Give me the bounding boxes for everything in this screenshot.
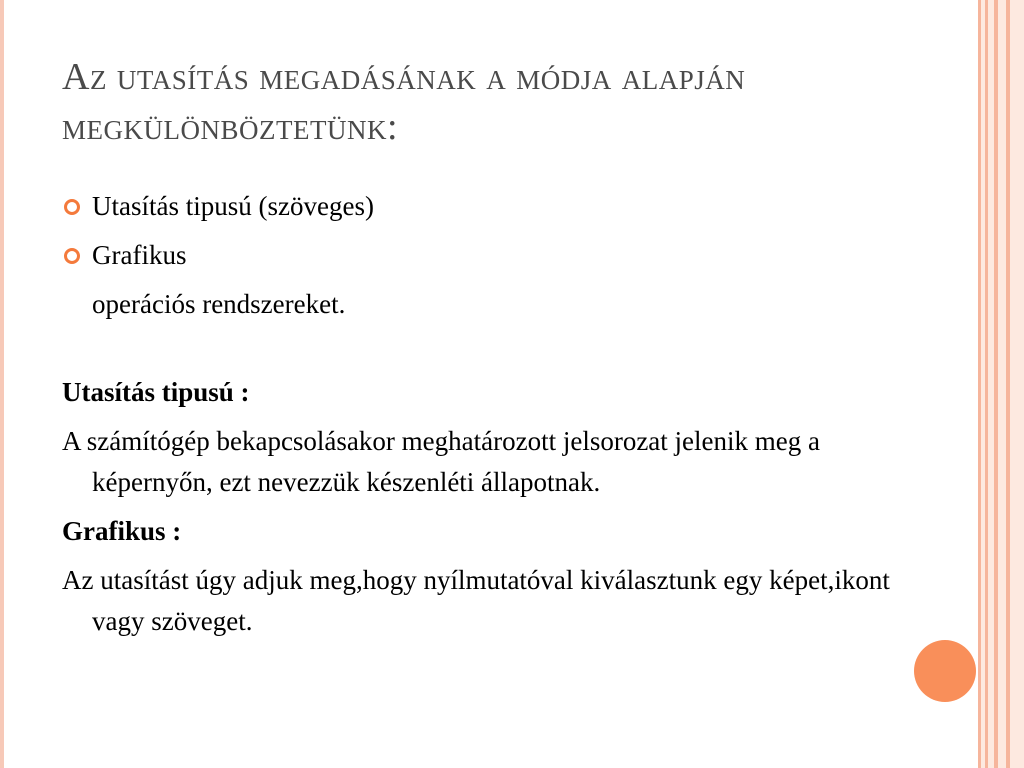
decor-stripe: [1010, 0, 1024, 768]
bullet-text: Grafikus: [92, 240, 187, 270]
indented-text: operációs rendszereket.: [92, 289, 346, 319]
bullet-text: Utasítás tipusú (szöveges): [92, 191, 374, 221]
slide-content: [62, 186, 942, 650]
bullet-circle-icon: [64, 199, 80, 215]
slide-title: Az utasítás megadásának a módja alapján megkülönböztetünk:: [62, 56, 746, 148]
decor-stripe: [998, 0, 1006, 768]
section-heading: Utasítás tipusú :: [62, 377, 250, 407]
bullet-circle-icon: [64, 248, 80, 264]
section-paragraph: Az utasítást úgy adjuk meg,hogy nyílmutatóval kiválasztunk egy képet,ikont vagy szöveget.: [62, 565, 890, 636]
section-paragraph: A számítógép bekapcsolásakor meghatározott jelsorozat jelenik meg a képernyőn, ezt nevezzük készenléti állapotnak.: [62, 426, 820, 497]
bullet-item: [62, 235, 942, 275]
left-border: [0, 0, 4, 768]
bullet-item: [62, 186, 942, 226]
section-heading: Grafikus :: [62, 516, 182, 546]
decor-circle: [914, 640, 976, 702]
